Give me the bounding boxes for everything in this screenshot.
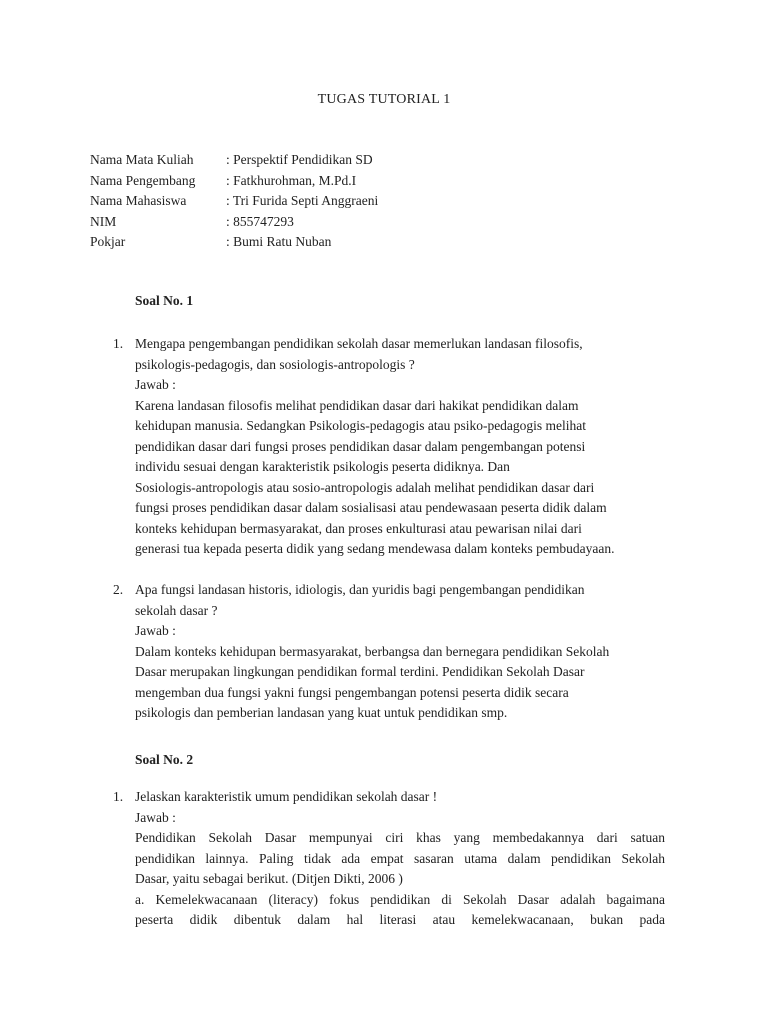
text-line: konteks kehidupan bermasyarakat, dan proses enkulturasi atau pewarisan nilai dari	[135, 520, 582, 536]
section-heading-soal-2: Soal No. 2	[135, 752, 194, 767]
text-line: peserta didik dibentuk dalam hal literasi atau kemelekwacanaan, bukan pada	[135, 912, 665, 927]
text-line: a. Kemelekwacanaan (literacy) fokus pendidikan di Sekolah Dasar adalah bagaimana	[135, 891, 665, 907]
identity-info	[90, 150, 378, 253]
info-row-pokjar	[90, 232, 378, 253]
info-label: Nama Mahasiswa	[90, 193, 187, 208]
info-value: : 855747293	[226, 213, 294, 229]
text-line: Apa fungsi landasan historis, idiologis, dan yuridis bagi pengembangan pendidikan	[135, 582, 585, 597]
info-value: : Bumi Ratu Nuban	[226, 234, 332, 249]
info-value: : Perspektif Pendidikan SD	[226, 152, 373, 167]
text-line: Sosiologis-antropologis atau sosio-antropologis adalah melihat pendidikan dasar dari	[135, 479, 595, 495]
text-line: pendidikan lainnya. Paling tidak ada empat sasaran utama dalam pendidikan Sekolah	[135, 850, 665, 866]
info-row-developer	[90, 171, 378, 192]
text-line: individu sesuai dengan karakteristik psikologis peserta didiknya. Dan	[135, 459, 510, 474]
text-line: Jelaskan karakteristik umum pendidikan sekolah dasar !	[135, 789, 438, 804]
answer-label: Jawab :	[135, 623, 176, 638]
question-body	[135, 580, 665, 724]
info-row-nim	[90, 212, 378, 233]
text-line: Dalam konteks kehidupan bermasyarakat, berbangsa dan bernegara pendidikan Sekolah	[135, 643, 610, 659]
info-row-student	[90, 191, 378, 212]
question-number: 1.	[113, 789, 124, 804]
document-title: TUGAS TUTORIAL 1	[317, 92, 451, 107]
info-label: Nama Mata Kuliah	[90, 152, 194, 167]
question-number: 1.	[113, 336, 124, 351]
text-line: kehidupan manusia. Sedangkan Psikologis-pedagogis atau psiko-pedagogis melihat	[135, 418, 587, 433]
text-line: mengemban dua fungsi yakni fungsi pengembangan potensi peserta didik secara	[135, 684, 569, 700]
text-line: Pendidikan Sekolah Dasar mempunyai ciri khas yang membedakannya dari satuan	[135, 830, 665, 845]
info-label: Pokjar	[90, 234, 126, 249]
text-line: pendidikan dasar dari fungsi proses pendidikan dasar dalam pengembangan potensi	[135, 438, 586, 454]
text-line: fungsi proses pendidikan dasar dalam sosialisasi atau pendewasaan peserta didik dalam	[135, 500, 607, 515]
question-number: 2.	[113, 582, 124, 597]
text-line: psikologis-pedagogis, dan sosiologis-antropologis ?	[135, 356, 415, 372]
info-label: NIM	[90, 213, 117, 229]
section-heading-soal-1: Soal No. 1	[135, 293, 194, 308]
answer-label: Jawab :	[135, 377, 176, 392]
question-body	[135, 787, 665, 931]
text-line: psikologis dan pemberian landasan yang kuat untuk pendidikan smp.	[135, 705, 508, 720]
info-label: Nama Pengembang	[90, 172, 196, 188]
text-line: Dasar merupakan lingkungan pendidikan formal terdini. Pendidikan Sekolah Dasar	[135, 664, 585, 679]
info-value: : Tri Furida Septi Anggraeni	[226, 193, 379, 208]
text-line: Dasar, yaitu sebagai berikut. (Ditjen Dikti, 2006 )	[135, 871, 403, 886]
answer-label: Jawab :	[135, 809, 176, 825]
info-value: : Fatkhurohman, M.Pd.I	[226, 172, 357, 188]
question-body	[135, 334, 665, 560]
text-line: Mengapa pengembangan pendidikan sekolah dasar memerlukan landasan filosofis,	[135, 336, 583, 351]
text-line: generasi tua kepada peserta didik yang sedang mendewasa dalam konteks pembudayaan.	[135, 541, 615, 556]
text-line: sekolah dasar ?	[135, 602, 218, 618]
info-row-course	[90, 150, 378, 171]
text-line: Karena landasan filosofis melihat pendidikan dasar dari hakikat pendidikan dalam	[135, 397, 579, 413]
